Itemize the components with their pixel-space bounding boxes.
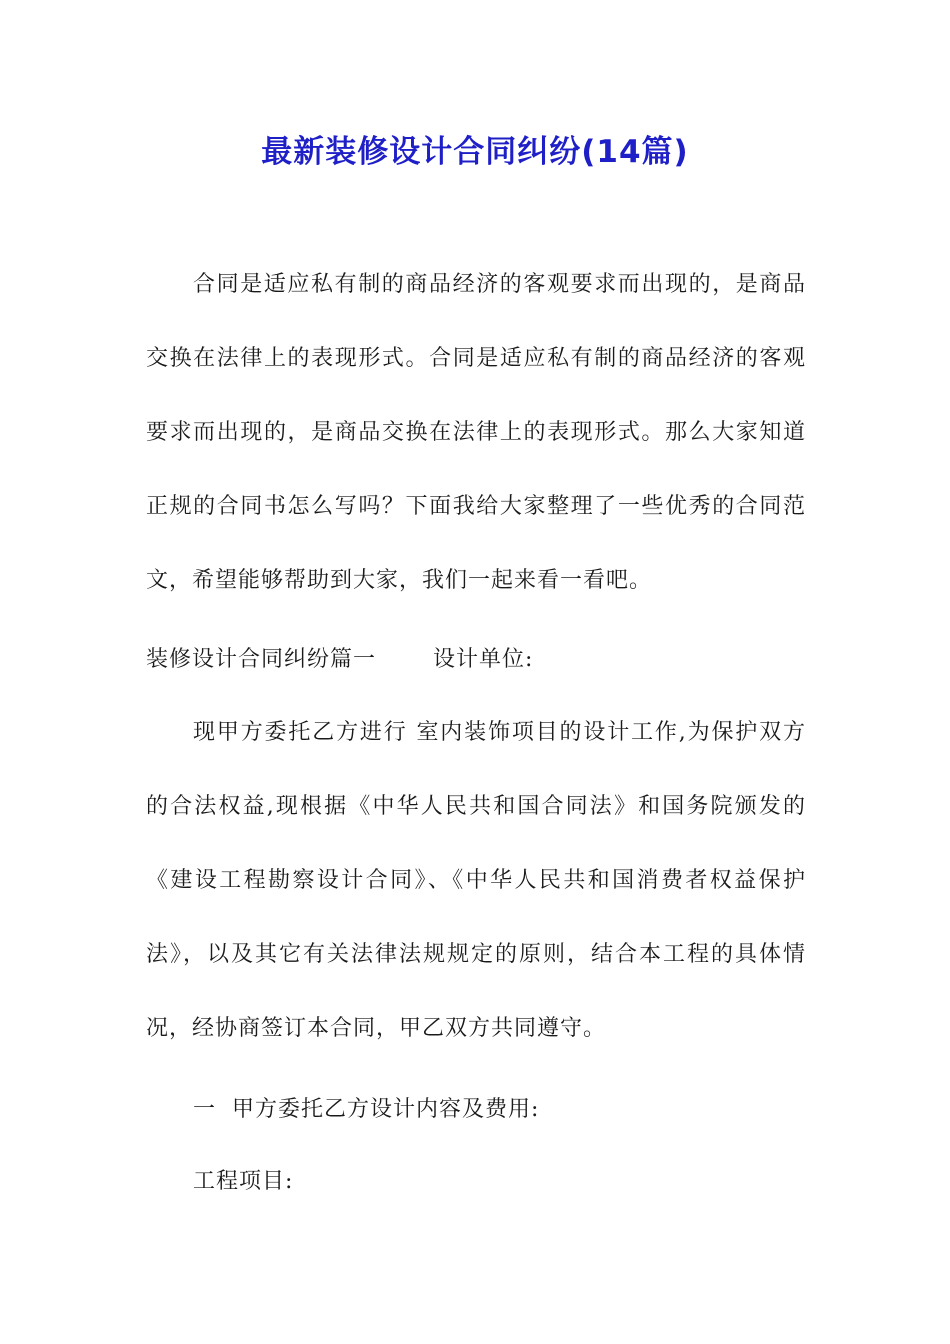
project-label: 工程项目:: [193, 1169, 294, 1194]
body-paragraph: 现甲方委托乙方进行 室内装饰项目的设计工作,为保护双方的合法权益,现根据《中华人民共和国合同法》和国务院颁发的《建设工程勘察设计合同》、《中华人民共和国消费者权益保护法》，以及其它有关法律法规规定的原则，结合本工程的具体情况，经协商签订本合同，甲乙双方共同遵守。: [146, 720, 806, 1041]
document-title: 最新装修设计合同纠纷(14篇): [261, 134, 689, 170]
section-heading: 装修设计合同纠纷篇一: [146, 647, 377, 672]
clause-one: 一 甲方委托乙方设计内容及费用:: [193, 1097, 540, 1122]
intro-paragraph: 合同是适应私有制的商品经济的客观要求而出现的，是商品交换在法律上的表现形式。合同是适应私有制的商品经济的客观要求而出现的，是商品交换在法律上的表现形式。那么大家知道正规的合同书怎么写吗？下面我给大家整理了一些优秀的合同范文，希望能够帮助到大家，我们一起来看一看吧。: [146, 272, 806, 593]
design-unit-label: 设计单位:: [433, 647, 534, 672]
